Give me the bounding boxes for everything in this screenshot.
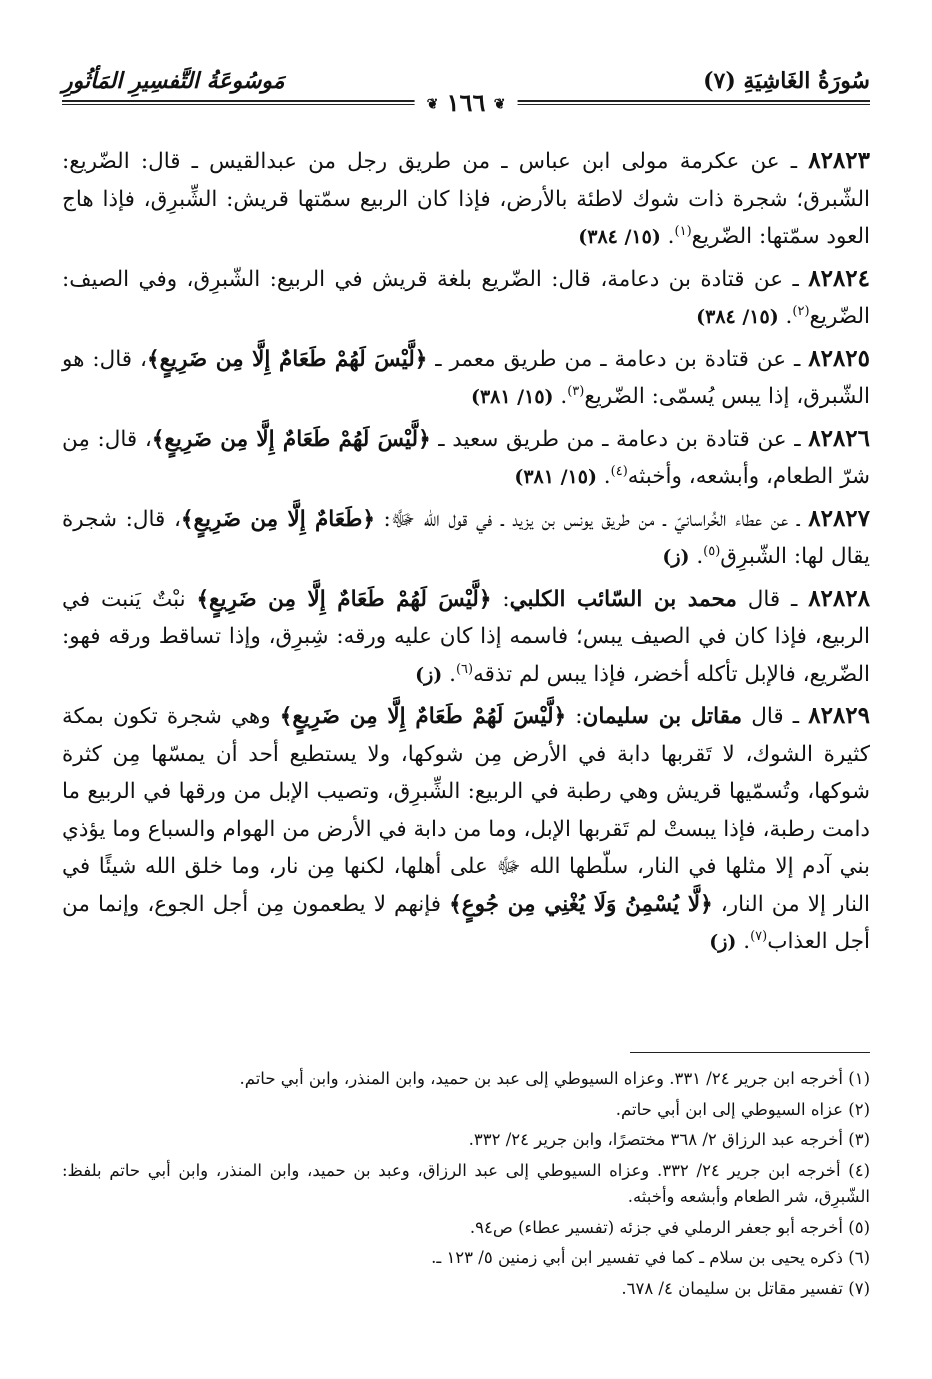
entry [62, 340, 870, 417]
footnote-ref[interactable]: (٧) [750, 928, 768, 944]
volume-ref: (ز) [415, 663, 443, 686]
page-number-box [415, 88, 518, 117]
footnote: (٣) أخرجه عبد الرزاق ٢/ ٣٦٨ مختصرًا، وابن جرير ٢٤/ ٣٣٢. [468, 1130, 870, 1149]
entry-text: ـ عن قتادة بن دعامة، قال: الضّريع بلغة قريش في الربيع: الشّبرِق، وفي الصيف: الضّريع [62, 266, 870, 329]
quran-verse: ﴿لَّيْسَ لَهُمْ طَعَامٌ إِلَّا مِن ضَرِيعٍ﴾ [151, 426, 431, 452]
entry-text: ، قال: هو الشّبرق، إذا يبس يُسمّى: الضّريع [62, 346, 870, 409]
entry-text: ـ قال [742, 704, 809, 729]
entry-number: ٨٢٨٢٣ [808, 147, 870, 174]
footnote-ref[interactable]: (٥) [703, 543, 721, 559]
entry-text: ـ قال [736, 586, 809, 612]
volume-ref: (١٥/ ٣٨١) [470, 386, 554, 408]
entry [62, 142, 870, 257]
entry-tail: . [778, 304, 793, 329]
footnote-divider [630, 1052, 870, 1053]
entry-text: ـ عن قتادة بن دعامة ـ من طريق معمر ـ [427, 346, 809, 372]
entry-tail: . [660, 224, 675, 249]
volume-ref: (١٥/ ٣٨٤) [696, 306, 779, 328]
volume-ref: (ز) [662, 546, 690, 568]
author-name: محمد بن السّائب الكلبي [509, 586, 737, 612]
quran-verse: ﴿لَّيْسَ لَهُمْ طَعَامٌ إِلَّا مِن ضَرِيعٍ﴾ [146, 346, 428, 372]
volume-ref: (ز) [709, 931, 737, 953]
entry-text: وهي شجرة تكون بمكة كثيرة الشوك، لا تَقربها دابة في الأرض مِن شوكها، ولا يستطيع أحد أن يمسّها مِن كثرة شوكها، وتُسمّيها قريش وهي رطبة في الربيع: الشِّبرِق، وتصيب الإبل من ورقها في الربيع ما دامت رطبة، فإذا يبستْ لم تَقربها الإبل، وما من دابة في الأرض من الهوام والسباع وما يؤذي بني آدم إلا مثلها في النار، سلّطها الله ﷻ على أهلها، لكنها مِن نار، وما خلق الله شيئًا في النار إلا من النار، [62, 704, 870, 917]
entry-number: ٨٢٨٢٧ [808, 504, 871, 532]
quran-verse: ﴿لَّا يُسْمِنُ وَلَا يُغْنِي مِن جُوعٍ﴾ [449, 891, 713, 917]
footnote: (٧) تفسير مقاتل بن سليمان ٤/ ٦٧٨. [621, 1278, 870, 1298]
entry-text: ، قال: شجرة يقال لها: الشّبرِق [62, 506, 870, 569]
footnotes [62, 1066, 870, 1306]
main-text [62, 142, 870, 965]
ornament-icon: ❦ [426, 96, 439, 113]
entry-tail: . [689, 544, 704, 569]
footnote: (١) أخرجه ابن جرير ٢٤/ ٣٣١. وعزاه السيوطي إلى عبد بن حميد، وابن المنذر، وابن أبي حاتم. [239, 1069, 870, 1088]
entry [62, 260, 870, 337]
entry-tail: . [442, 661, 456, 687]
page-header [62, 60, 870, 120]
entry-number: ٨٢٨٢٤ [808, 264, 870, 292]
entry-text: فإنهم لا يطعمون مِن أجل الجوع، وإنما من أجل العذاب [62, 891, 870, 954]
entry-text: ـ عن قتادة بن دعامة ـ من طريق سعيد ـ [430, 426, 809, 452]
book-title: مَوسُوعَةُ التَّفسِيرِ المَأثُورِ [62, 68, 285, 94]
entry-text: نبْتٌ يَنبت في الربيع، فإذا كان في الصيف يبس؛ فاسمه إذا كان عليه ورقه: شِبرِق، وإذا تساقط ورقه فهو: الضّريع، فالإبل تأكله أخضر، فإذا يبس لم تذقه [62, 586, 870, 687]
entry-number: ٨٢٨٢٩ [808, 702, 870, 729]
volume-ref: (١٥/ ٣٨٤) [578, 226, 661, 248]
page-number: ١٦٦ [446, 88, 486, 117]
entry-number: ٨٢٨٢٥ [808, 344, 870, 372]
footnote-ref[interactable]: (٢) [792, 303, 810, 319]
entry [62, 580, 870, 695]
footnote-ref[interactable]: (٤) [610, 463, 628, 479]
footnote: (٦) ذكره يحيى بن سلام ـ كما في تفسير ابن أبي زمنين ٥/ ١٢٣ ـ. [431, 1248, 870, 1267]
quran-verse: ﴿طَعَامٌ إِلَّا مِن ضَرِيعٍ﴾ [180, 506, 375, 532]
entry-text: ـ عن عكرمة مولى ابن عباس ـ من طريق رجل من عبدالقيس ـ قال: الضّريع: الشّبرق؛ شجرة ذات شوك لاطئة بالأرض، فإذا كان الربيع سمّتها قريش: الشِّبرِق، فإذا هاج العود سمّتها: الضّريع [62, 149, 870, 249]
footnote-ref[interactable]: (٦) [455, 661, 474, 677]
volume-ref: (١٥/ ٣٨١) [514, 466, 597, 488]
entry [62, 420, 870, 497]
entry-text: : [491, 586, 510, 612]
surah-title: سُورَةُ الغَاشِيَةِ (٧) [703, 68, 870, 94]
footnote-ref[interactable]: (١) [674, 223, 692, 239]
entry-number: ٨٢٨٢٨ [808, 584, 870, 612]
ornament-icon: ❦ [493, 96, 506, 113]
quran-verse: ﴿لَّيْسَ لَهُمْ طَعَامٌ إِلَّا مِن ضَرِيعٍ﴾ [279, 704, 567, 729]
footnote: (٢) عزاه السيوطي إلى ابن أبي حاتم. [615, 1099, 870, 1119]
author-name: مقاتل بن سليمان [582, 704, 743, 729]
footnote: (٥) أخرجه أبو جعفر الرملي في جزئه (تفسير عطاء) ص٩٤. [469, 1217, 870, 1237]
quran-verse: ﴿لَّيْسَ لَهُمْ طَعَامٌ إِلَّا مِن ضَرِيعٍ﴾ [196, 586, 492, 612]
entry-number: ٨٢٨٢٦ [808, 424, 870, 452]
footnote: (٤) أخرجه ابن جرير ٢٤/ ٣٣٢. وعزاه السيوطي إلى عبد الرزاق، وعبد بن حميد، وابن المنذر، وابن أبي حاتم بلفظ: الشّبرِق، شر الطعام وأبشعه وأخبثه. [62, 1160, 870, 1206]
entry [62, 500, 870, 577]
entry-text: ـ عن عطاء الخُراسانيّ ـ من طريق يونس بن يزيد ـ في قول الله ﷻ: [374, 506, 809, 532]
entry-tail: . [596, 464, 611, 489]
footnote-ref[interactable]: (٣) [567, 383, 585, 399]
entry-text: ، قال: مِن شرّ الطعام، وأبشعه، وأخبثه [62, 426, 870, 489]
entry-tail: . [553, 384, 568, 409]
entry-tail: . [736, 929, 751, 954]
entry-text: : [566, 704, 583, 729]
entry [62, 697, 870, 962]
